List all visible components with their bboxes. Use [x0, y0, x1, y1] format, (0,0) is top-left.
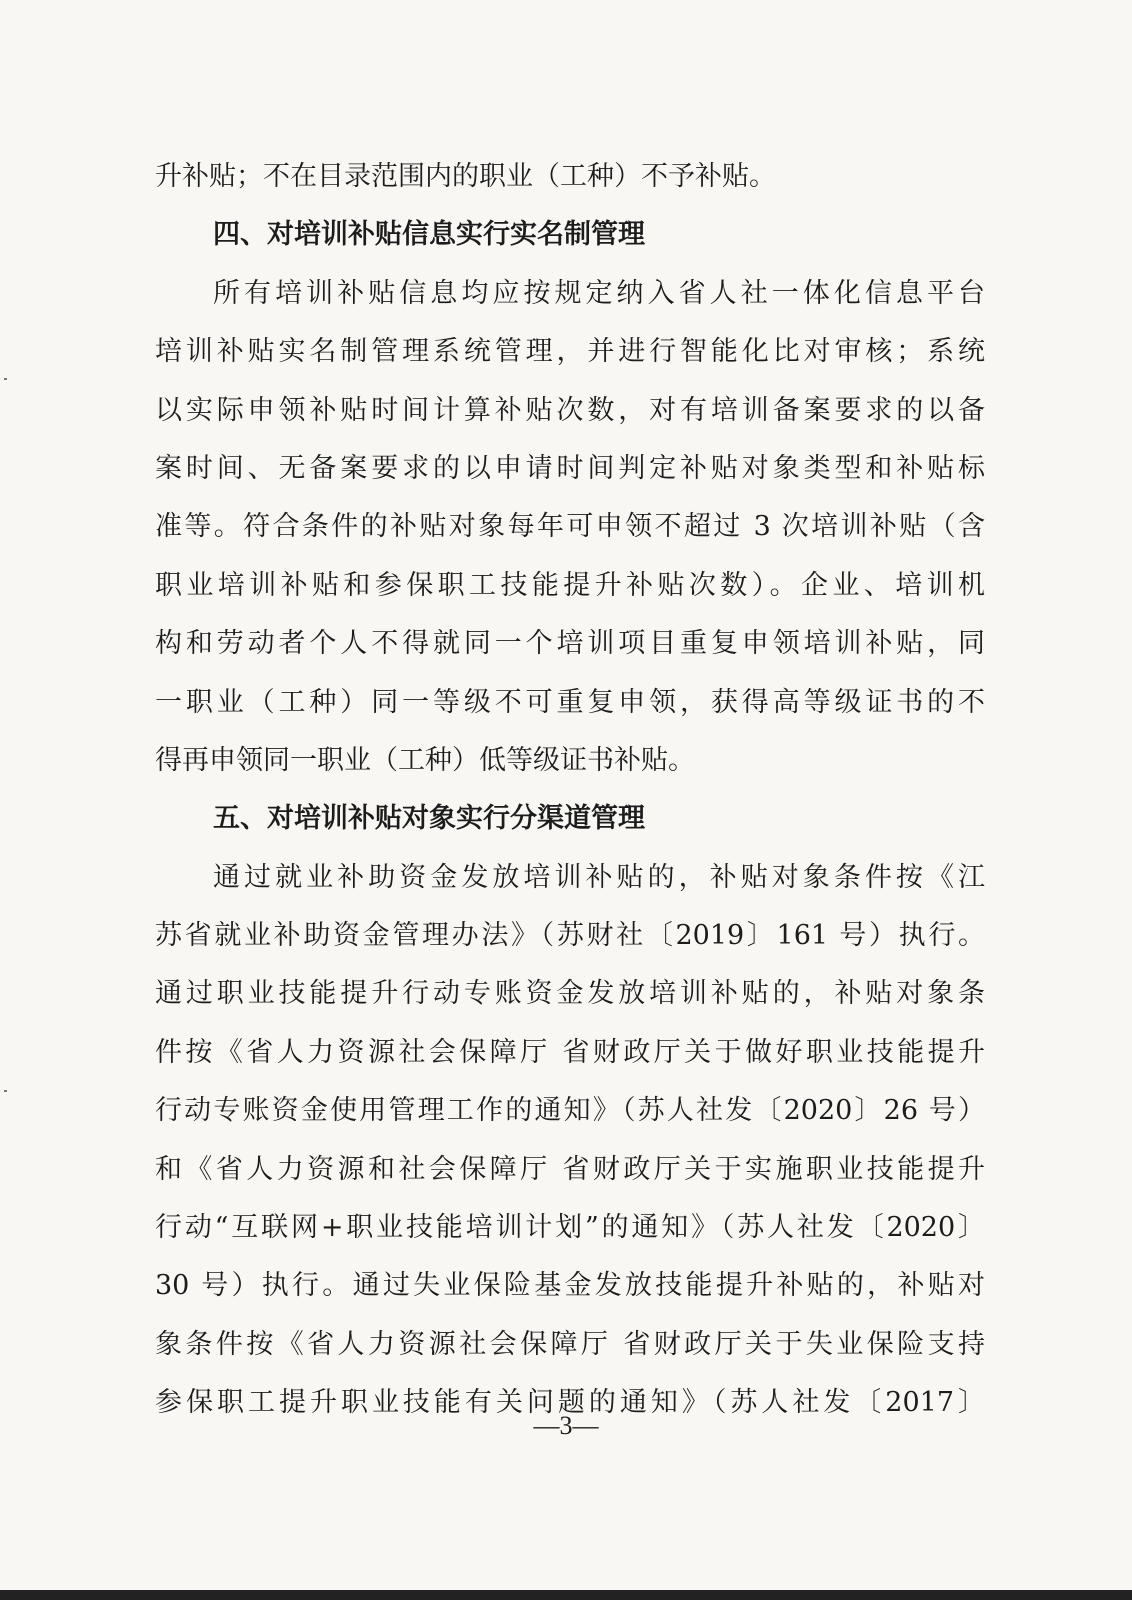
scan-speck [4, 1090, 7, 1092]
paragraph-line: 得再申领同一职业（工种）低等级证书补贴。 [155, 744, 695, 776]
scan-edge [0, 1590, 1132, 1600]
paragraph-line: 一职业（工种）同一等级不可重复申领，获得高等级证书的不 [155, 686, 985, 718]
paragraph-line: 准等。符合条件的补贴对象每年可申领不超过 3 次培训补贴（含 [155, 511, 985, 543]
paragraph-line: 职业培训补贴和参保职工技能提升补贴次数）。企业、培训机 [155, 569, 985, 601]
paragraph-line: 行动专账资金使用管理工作的通知》（苏人社发〔2020〕26 号） [155, 1095, 985, 1127]
paragraph-line: 苏省就业补助资金管理办法》（苏财社〔2019〕161 号）执行。 [155, 920, 985, 952]
scan-speck [4, 378, 7, 380]
paragraph-line: 构和劳动者个人不得就同一个培训项目重复申领培训补贴，同 [155, 628, 985, 660]
paragraph-line: 和《省人力资源和社会保障厅 省财政厅关于实施职业技能提升 [155, 1153, 985, 1185]
paragraph-line: 通过就业补助资金发放培训补贴的，补贴对象条件按《江 [213, 861, 985, 893]
paragraph-line: 通过职业技能提升行动专账资金发放培训补贴的，补贴对象条 [155, 978, 985, 1010]
section-heading-5: 五、对培训补贴对象实行分渠道管理 [213, 803, 645, 835]
paragraph-line: 件按《省人力资源社会保障厅 省财政厅关于做好职业技能提升 [155, 1036, 985, 1068]
paragraph-line: 所有培训补贴信息均应按规定纳入省人社一体化信息平台 [213, 277, 985, 309]
paragraph-line: 培训补贴实名制管理系统管理，并进行智能化比对审核；系统 [155, 336, 985, 368]
page-number: —3— [533, 1411, 599, 1440]
paragraph-line: 象条件按《省人力资源社会保障厅 省财政厅关于失业保险支持 [155, 1328, 985, 1360]
paragraph-line: 参保职工提升职业技能有关问题的通知》（苏人社发〔2017〕 [155, 1387, 985, 1419]
paragraph-line: 行动“互联网+职业技能培训计划”的通知》（苏人社发〔2020〕 [155, 1212, 985, 1244]
paragraph-line: 30 号）执行。通过失业保险基金发放技能提升补贴的，补贴对 [155, 1270, 985, 1302]
section-heading-4: 四、对培训补贴信息实行实名制管理 [213, 219, 645, 251]
paragraph-line: 升补贴；不在目录范围内的职业（工种）不予补贴。 [155, 161, 776, 192]
paragraph-line: 以实际申领补贴时间计算补贴次数，对有培训备案要求的以备 [155, 394, 985, 426]
paragraph-line: 案时间、无备案要求的以申请时间判定补贴对象类型和补贴标 [155, 452, 985, 484]
document-body [155, 148, 985, 1433]
